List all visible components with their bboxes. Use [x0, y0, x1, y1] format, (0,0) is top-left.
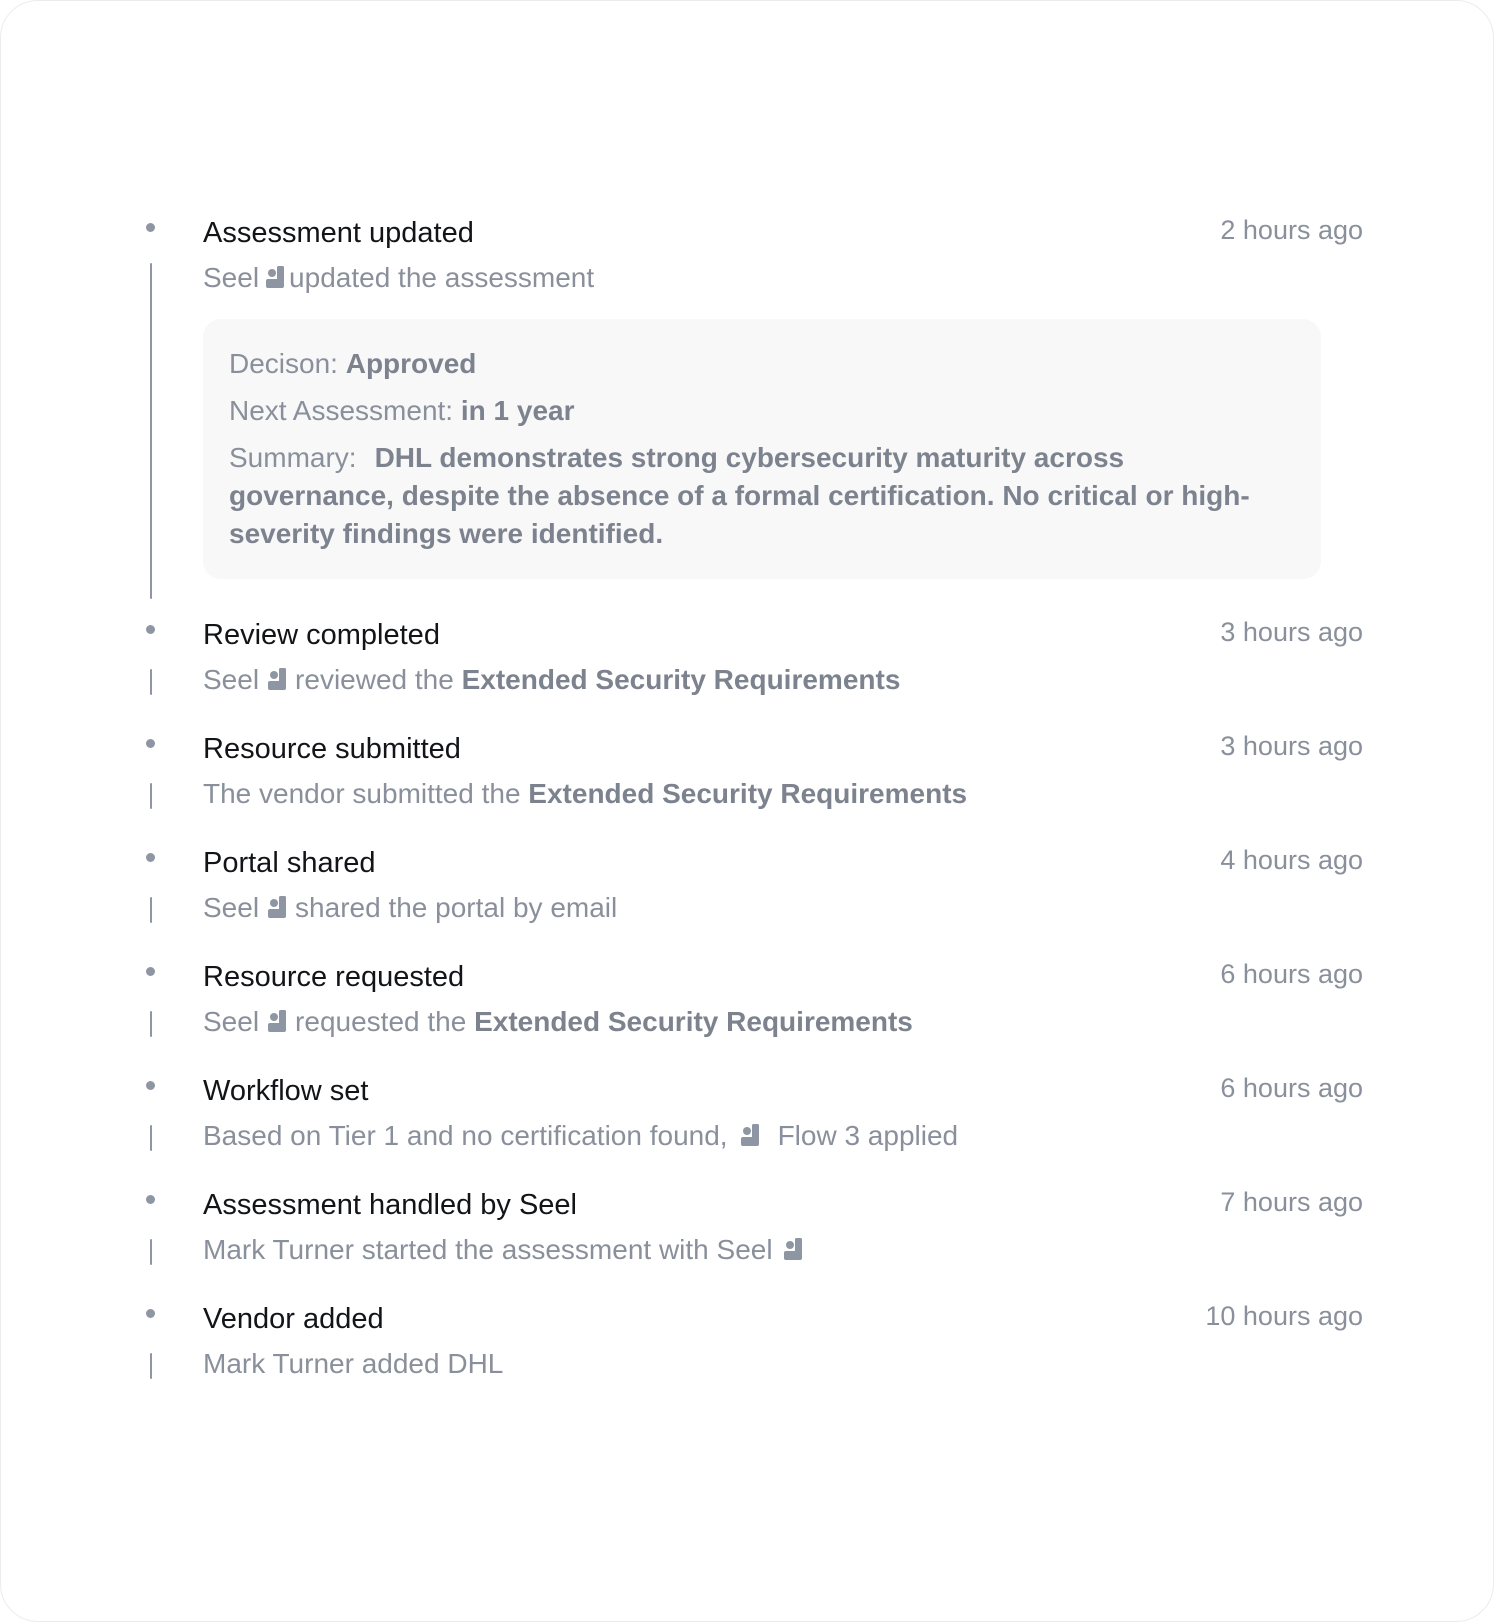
actor-name: Seel: [203, 664, 260, 695]
event-action: The vendor submitted the: [203, 778, 521, 809]
timeline-event: [141, 831, 1363, 945]
timeline-connector: [150, 783, 152, 809]
event-title: Resource requested: [203, 961, 465, 993]
timeline-event: [141, 717, 1363, 831]
timeline-connector: [150, 897, 152, 923]
agent-icon: [265, 266, 287, 290]
event-title: Workflow set: [203, 1075, 369, 1107]
event-action: requested the: [295, 1006, 467, 1037]
next-assessment-label: Next Assessment:: [229, 395, 454, 426]
timeline-dot: [146, 739, 155, 748]
event-time: 3 hours ago: [1220, 617, 1363, 647]
timeline-dot: [146, 1309, 155, 1318]
event-action: updated the assessment: [289, 262, 595, 293]
event-time: 2 hours ago: [1220, 215, 1363, 245]
timeline-dot: [146, 1081, 155, 1090]
event-description: [203, 261, 1363, 295]
event-description: [203, 1347, 1363, 1381]
timeline-connector: [150, 1353, 152, 1379]
timeline-connector: [150, 1011, 152, 1037]
event-description: [203, 1233, 1363, 1267]
timeline-event: [141, 603, 1363, 717]
event-description: [203, 1005, 1363, 1039]
next-assessment-value: in 1 year: [460, 395, 575, 426]
event-time: 3 hours ago: [1220, 731, 1363, 761]
event-action: reviewed the: [295, 664, 454, 695]
timeline-event: [141, 201, 1363, 603]
event-object: Extended Security Requirements: [461, 664, 901, 695]
assessment-details: [203, 319, 1321, 579]
event-time: 10 hours ago: [1205, 1301, 1363, 1331]
event-title: Portal shared: [203, 847, 376, 879]
agent-icon: [267, 668, 289, 692]
event-object: Extended Security Requirements: [528, 778, 968, 809]
agent-icon: [267, 1010, 289, 1034]
actor-name: Seel: [203, 892, 260, 923]
event-description: [203, 891, 1363, 925]
timeline-event: [141, 945, 1363, 1059]
timeline-dot: [146, 853, 155, 862]
timeline-connector: [150, 1239, 152, 1265]
event-time: 7 hours ago: [1220, 1187, 1363, 1217]
event-description: [203, 777, 1363, 811]
event-title: Resource submitted: [203, 733, 461, 765]
activity-timeline: [141, 201, 1363, 1401]
event-time: 4 hours ago: [1220, 845, 1363, 875]
event-action: Mark Turner started the assessment with Seel: [203, 1234, 773, 1265]
event-title: Review completed: [203, 619, 440, 651]
timeline-event: [141, 1173, 1363, 1287]
agent-icon: [740, 1124, 762, 1148]
event-title: Assessment handled by Seel: [203, 1189, 577, 1221]
event-title: Vendor added: [203, 1303, 384, 1335]
event-object: Extended Security Requirements: [474, 1006, 913, 1037]
timeline-event: [141, 1287, 1363, 1401]
decision-value: Approved: [345, 348, 477, 379]
event-time: 6 hours ago: [1220, 1073, 1363, 1103]
event-time: 6 hours ago: [1220, 959, 1363, 989]
event-action: shared the portal by email: [295, 892, 618, 923]
event-object: Flow 3 applied: [777, 1120, 959, 1151]
event-description: [203, 663, 1363, 697]
event-title: Assessment updated: [203, 217, 474, 249]
summary-value: DHL demonstrates strong cybersecurity maturity across governance, despite the absence of a formal certification. No critical or high-severity findings were identified.: [229, 442, 1250, 549]
decision-row: [229, 345, 1295, 383]
timeline-connector: [150, 263, 152, 599]
timeline-dot: [146, 223, 155, 232]
timeline-dot: [146, 1195, 155, 1204]
event-description: [203, 1119, 1363, 1153]
timeline-connector: [150, 1125, 152, 1151]
next-assessment-row: [229, 392, 1295, 430]
event-action: Based on Tier 1 and no certification found,: [203, 1120, 728, 1151]
agent-icon: [783, 1238, 805, 1262]
summary-row: [229, 439, 1295, 553]
actor-name: Seel: [203, 262, 260, 293]
timeline-event: [141, 1059, 1363, 1173]
timeline-dot: [146, 967, 155, 976]
event-action: Mark Turner added DHL: [203, 1348, 504, 1379]
agent-icon: [267, 896, 289, 920]
summary-label: Summary:: [229, 442, 357, 473]
timeline-dot: [146, 625, 155, 634]
decision-label: Decison:: [229, 348, 338, 379]
timeline-connector: [150, 669, 152, 695]
actor-name: Seel: [203, 1006, 260, 1037]
